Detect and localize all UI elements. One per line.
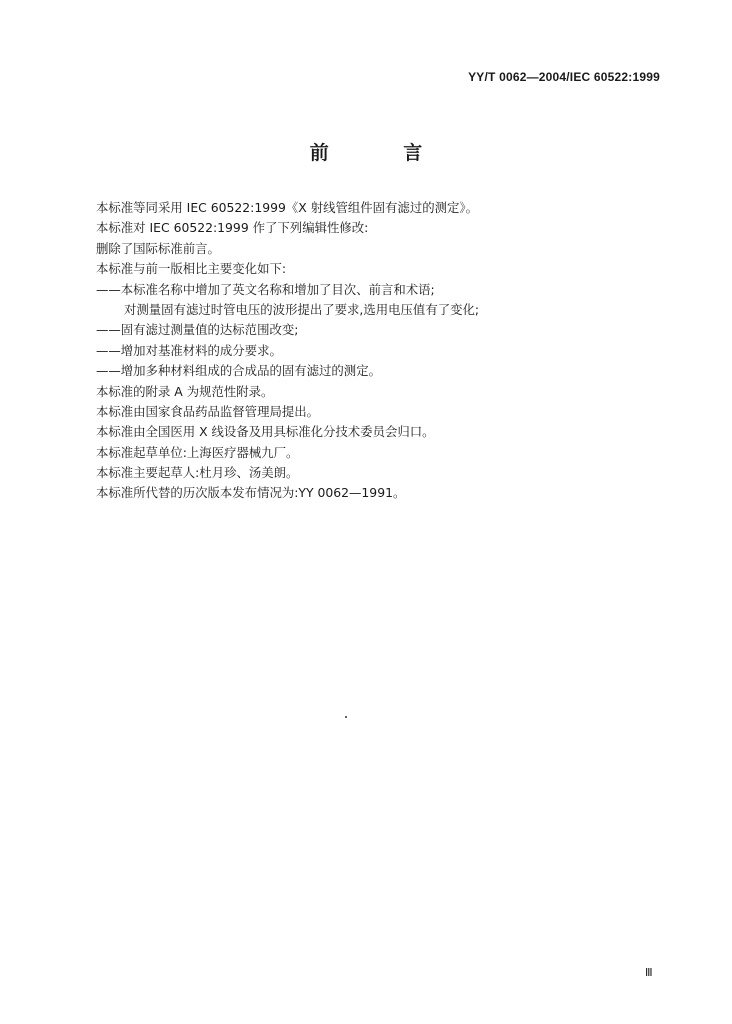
- text-line: 对测量固有滤过时管电压的波形提出了要求,选用电压值有了变化;: [124, 301, 480, 317]
- text-line: 本标准由国家食品药品监督管理局提出。: [96, 403, 320, 419]
- text-line: 本标准所代替的历次版本发布情况为:YY 0062—1991。: [96, 485, 406, 501]
- text-line: ——本标准名称中增加了英文名称和增加了目次、前言和术语;: [96, 281, 435, 297]
- page-number: Ⅲ: [645, 967, 653, 979]
- text-line: 本标准主要起草人:杜月珍、汤美朗。: [96, 465, 299, 481]
- standard-code: YY/T 0062—2004/IEC 60522:1999: [468, 70, 660, 84]
- stray-dot: [345, 716, 347, 718]
- text-line: 本标准由全国医用 X 线设备及用具标准化分技术委员会归口。: [96, 424, 435, 440]
- text-line: 本标准对 IEC 60522:1999 作了下列编辑性修改:: [96, 220, 369, 236]
- text-line: 本标准等同采用 IEC 60522:1999《X 射线管组件固有滤过的测定》。: [96, 200, 478, 215]
- text-line: ——增加多种材料组成的合成品的固有滤过的测定。: [96, 363, 381, 379]
- text-line: 本标准与前一版相比主要变化如下:: [96, 261, 287, 277]
- text-line: 删除了国际标准前言。: [96, 240, 220, 256]
- text-line: ——固有滤过测量值的达标范围改变;: [96, 322, 299, 338]
- text-line: 本标准起草单位:上海医疗器械九厂。: [96, 444, 299, 460]
- preface-body: [96, 198, 656, 504]
- text-line: ——增加对基准材料的成分要求。: [96, 342, 282, 358]
- page-title: 前 言: [309, 142, 457, 164]
- text-line: 本标准的附录 A 为规范性附录。: [96, 383, 274, 399]
